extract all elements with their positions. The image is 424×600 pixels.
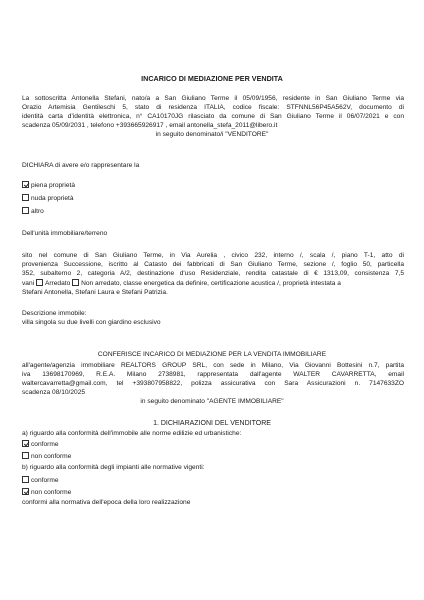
ownership-option-other[interactable] xyxy=(22,207,44,216)
agent-line-3: waltercavarretta@gmail.com, tel +393807958822, polizza assicurativa con Sara Assicurazioni n. 7147633ZO xyxy=(22,380,404,387)
document-title: INCARICO DI MEDIAZIONE PER VENDITA xyxy=(141,74,283,83)
question-a-option-conforme[interactable] xyxy=(22,440,59,449)
checkbox-empty-icon[interactable] xyxy=(36,279,43,286)
option-label: conforme xyxy=(31,477,59,484)
furnished-label: Arredato xyxy=(44,280,71,287)
ownership-option-bare[interactable] xyxy=(22,194,74,203)
intro-line-1: La sottoscritta Antonella Stefani, nato/a a San Giuliano Terme il 05/09/1956, residente in San Giuliano Terme via xyxy=(22,95,404,102)
checkbox-empty-icon[interactable] xyxy=(72,279,79,286)
checkbox-checked-icon[interactable] xyxy=(22,440,29,447)
agent-alias: in seguito denominato "AGENTE IMMOBILIARE" xyxy=(140,398,284,405)
ownership-option-label: nuda proprietà xyxy=(31,195,74,202)
section-1-title: 1. DICHIARAZIONI DEL VENDITORE xyxy=(153,420,271,427)
property-line-1: sito nel comune di San Giuliano Terme, in Via Aurelia , civico 232, interno /, scala /, piano T-1, atto di xyxy=(22,252,404,259)
property-line-4-start: vani xyxy=(22,280,35,287)
question-a: a) riguardo alla conformità dell'immobile alle norme edilizie ed urbanistiche: xyxy=(22,430,242,437)
question-b: b) riguardo alla conformità degli impianti alle normative vigenti: xyxy=(22,464,205,471)
description-heading: Descrizione immobile: xyxy=(22,310,87,317)
question-a-option-non-conforme[interactable] xyxy=(22,452,71,461)
confers-heading: CONFERISCE INCARICO DI MEDIAZIONE PER LA VENDITA IMMOBILIARE xyxy=(97,351,327,358)
intro-line-4: scadenza 05/09/2031 , telefono +393665926917 , email antonella_stefa_2011@libero.it xyxy=(22,122,278,129)
question-b-option-non-conforme[interactable] xyxy=(22,488,71,497)
property-line-4-rest: Non arredato, classe energetica da definire, certificazione acustica /, proprietà intestata a xyxy=(81,280,341,287)
option-label: non conforme xyxy=(31,489,72,496)
intro-line-2: Orazio Artemisia Gentileschi 5, stato di residenza ITALIA, codice fiscale: STFNNL56P45A562V, documento di xyxy=(22,104,404,111)
property-line-2: provenienza Successione, iscritto al Catasto dei fabbricati di San Giuliano Terme, sezione /, foglio 50, particella xyxy=(22,261,404,268)
agent-line-1: all'agente/agenzia immobiliare REALTORS GROUP SRL, con sede in Milano, Via Giovanni Bottesini n.7, partita xyxy=(22,362,404,369)
checkbox-checked-icon[interactable] xyxy=(22,181,29,188)
question-b-note: conformi alla normativa dell'epoca della loro realizzazione xyxy=(22,499,191,506)
seller-alias: in seguito denominato/i "VENDITORE" xyxy=(155,131,269,138)
ownership-option-label: altro xyxy=(31,208,44,215)
agent-line-2: iva 13698170969, R.E.A. Milano 2738981, rappresentata dall'agente WALTER CAVARRETTA, email xyxy=(22,371,404,378)
checkbox-empty-icon[interactable] xyxy=(22,207,29,214)
declaration-text: DICHIARA di avere e/o rappresentare la xyxy=(22,162,140,169)
intro-line-3: identità carta d'identità elettronica, n° CA10170JG rilasciato da comune di San Giuliano Terme il 06/07/2021 e con xyxy=(22,113,404,120)
checkbox-empty-icon[interactable] xyxy=(22,194,29,201)
option-label: non conforme xyxy=(31,453,72,460)
checkbox-empty-icon[interactable] xyxy=(22,476,29,483)
property-line-3: 352, subalterno 2, categoria A/2, destinazione d'uso Residenziale, rendita catastale di € 1313,09, consistenza 7,5 xyxy=(22,270,404,277)
checkbox-empty-icon[interactable] xyxy=(22,452,29,459)
property-line-4 xyxy=(22,279,404,288)
agent-line-4: scadenza 08/10/2025 xyxy=(22,389,86,396)
option-label: conforme xyxy=(31,441,59,448)
property-line-5: Stefani Antonella, Stefani Laura e Stefani Patrizia. xyxy=(22,289,168,296)
ownership-option-label: piena proprietà xyxy=(31,182,75,189)
description-text: villa singola su due livelli con giardino esclusivo xyxy=(22,319,161,326)
ownership-option-full[interactable] xyxy=(22,181,75,190)
question-b-option-conforme[interactable] xyxy=(22,476,59,485)
property-heading: Dell'unità immobiliare/terreno xyxy=(22,230,108,237)
checkbox-checked-icon[interactable] xyxy=(22,488,29,495)
